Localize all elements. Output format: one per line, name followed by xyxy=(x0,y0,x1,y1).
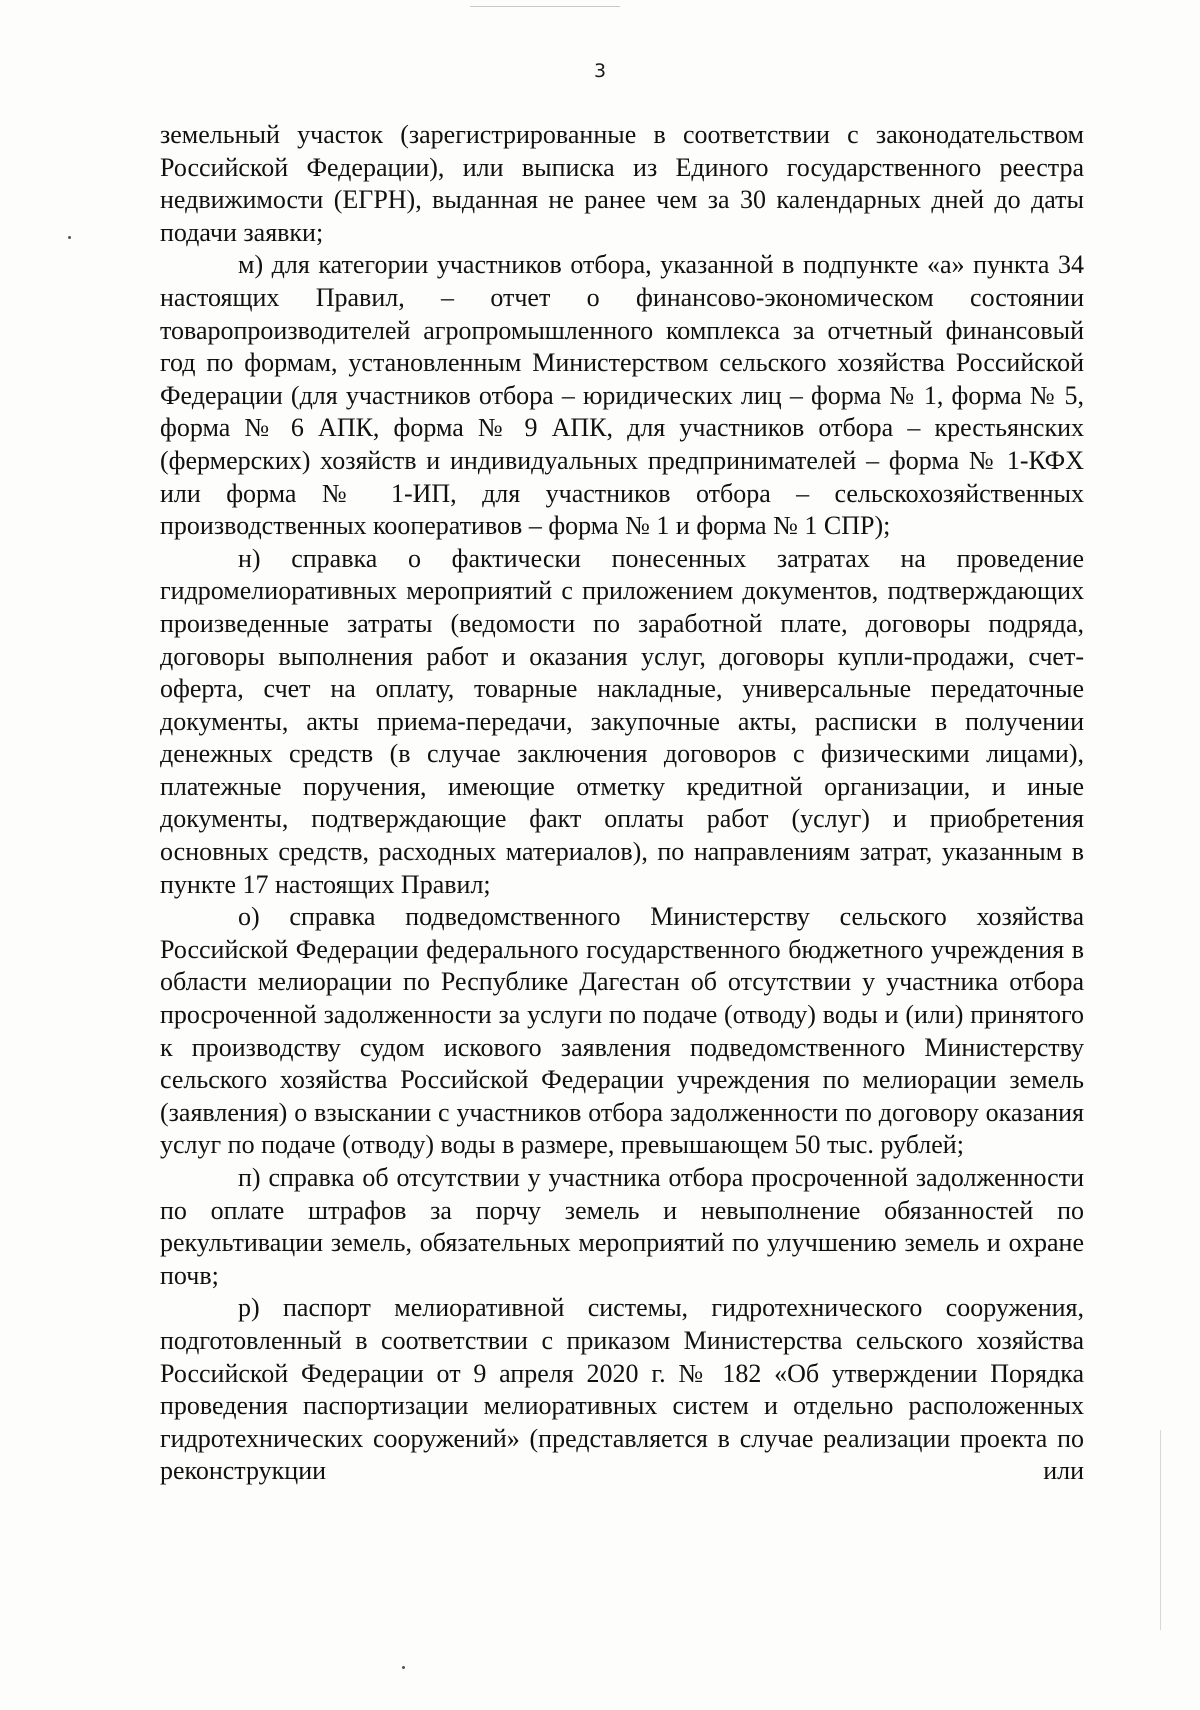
paragraph-continuation: земельный участок (зарегистрированные в соответствии с законодательством Российской Федерации), или выписка из Единого государственного реестра недвижимости (ЕГРН), выданная не ранее чем за 30 календарных дней до даты подачи заявки; xyxy=(160,120,1084,247)
page-number: 3 xyxy=(593,60,607,82)
paragraph-item-n: н) справка о фактически понесенных затратах на проведение гидромелиоративных мероприятий с приложением документов, подтверждающих произведенные затраты (ведомости по заработной плате, договоры подряда, договоры выполнения работ и оказания услуг, договоры купли-продажи, счет-оферта, счет на оплату, товарные накладные, универсальные передаточные документы, акты приема-передачи, закупочные акты, расписки в получении денежных средств (в случае заключения договоров с физическими лицами), платежные поручения, имеющие отметку кредитной организации, и иные документы, подтверждающие факт оплаты работ (услуг) и приобретения основных средств, расходных материалов), по направлениям затрат, указанным в пункте 17 настоящих Правил; xyxy=(160,543,1084,899)
paragraph-item-o: о) справка подведомственного Министерству сельского хозяйства Российской Федерации федерального государственного бюджетного учреждения в области мелиорации по Республике Дагестан об отсутствии у участника отбора просроченной задолженности за услуги по подаче (отводу) воды и (или) принятого к производству судом искового заявления подведомственного Министерству сельского хозяйства Российской Федерации учреждения по мелиорации земель (заявления) о взыскании с участников отбора задолженности по договору оказания услуг по подаче (отводу) воды в размере, превышающем 50 тыс. рублей; xyxy=(160,902,1084,1160)
scan-dot xyxy=(402,1666,405,1669)
scan-dot xyxy=(68,236,71,239)
scan-artifact-top xyxy=(470,6,620,7)
paragraph-item-m: м) для категории участников отбора, указанной в подпункте «а» пункта 34 настоящих Правил, – отчет о финансово-экономическом состоянии товаропроизводителей агропромышленного комплекса за отчетный финансовый год по формам, установленным Министерством сельского хозяйства Российской Федерации (для участников отбора – юридических лиц – форма № 1, форма № 5, форма № 6 АПК, форма № 9 АПК, для участников отбора – крестьянских (фермерских) хозяйств и индивидуальных предпринимателей – форма № 1-КФХ или форма № 1-ИП, для участников отбора – сельскохозяйственных производственных кооперативов – форма № 1 и форма № 1 СПР); xyxy=(160,250,1084,541)
scan-artifact-bottom xyxy=(1160,1430,1161,1630)
paragraph-item-r: р) паспорт мелиоративной системы, гидротехнического сооружения, подготовленный в соответствии с приказом Министерства сельского хозяйства Российской Федерации от 9 апреля 2020 г. № 182 «Об утверждении Порядка проведения паспортизации мелиоративных систем и отдельно расположенных гидротехнических сооружений» (представляется в случае реализации проекта по реконструкции или xyxy=(160,1293,1084,1486)
paragraph-item-p: п) справка об отсутствии у участника отбора просроченной задолженности по оплате штрафов за порчу земель и невыполнение обязанностей по рекультивации земель, обязательных мероприятий по улучшению земель и охране почв; xyxy=(160,1163,1084,1290)
document-body xyxy=(160,119,1084,1488)
